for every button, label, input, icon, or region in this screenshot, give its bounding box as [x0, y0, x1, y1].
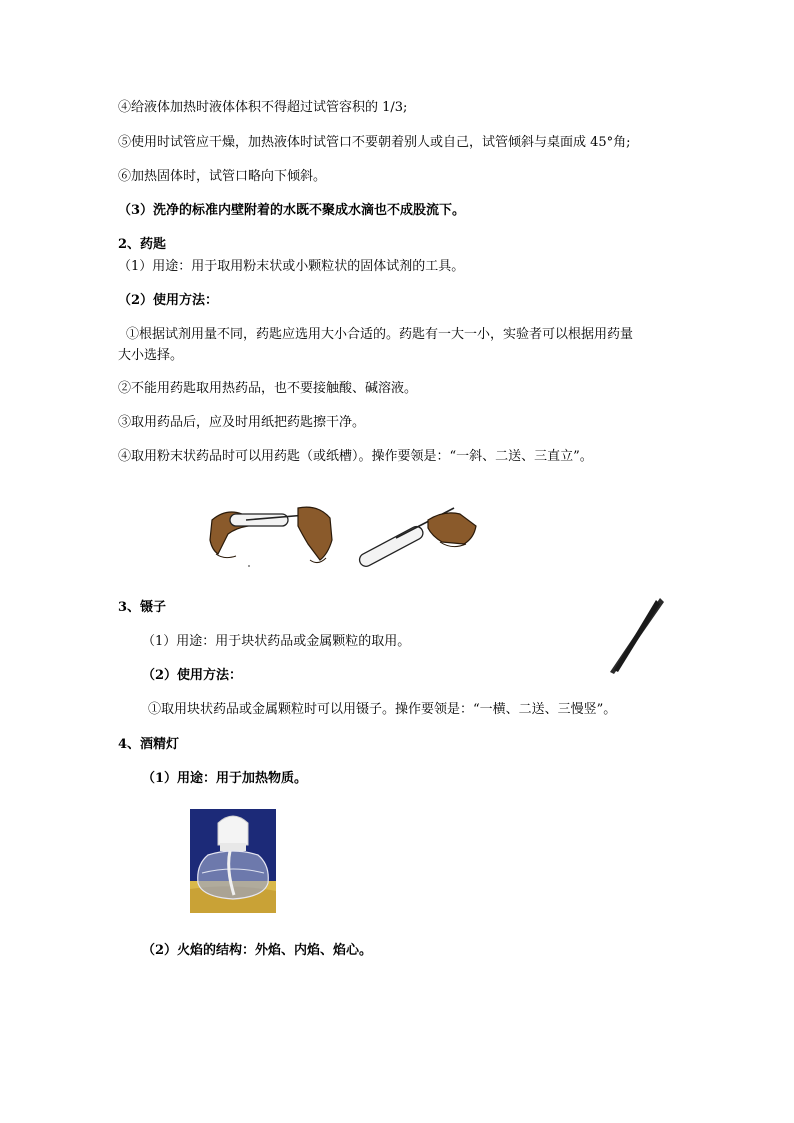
- text-line-3: ⑥加热固体时，试管口略向下倾斜。: [118, 169, 327, 184]
- spoon-method-3: ③取用药品后，应及时用纸把药匙擦干净。: [118, 415, 366, 430]
- spoon-method-1a: ①根据试剂用量不同，药匙应选用大小合适的。药匙有一大一小，实验者可以根据用药量: [126, 327, 634, 342]
- section-heading-alcohol-lamp: 4、酒精灯: [118, 737, 180, 752]
- tweezers-method-1: ①取用块状药品或金属颗粒时可以用镊子。操作要领是：“一横、二送、三慢竖”。: [148, 702, 617, 717]
- spoon-usage: （1）用途：用于取用粉末状或小颗粒状的固体试剂的工具。: [118, 259, 465, 274]
- text-line-2: ⑤使用时试管应干燥，加热液体时试管口不要朝着别人或自己，试管倾斜与桌面成 45°角;: [118, 135, 631, 150]
- spoon-method-4: ④取用粉末状药品时可以用药匙（或纸槽）。操作要领是：“一斜、二送、三直立”。: [118, 449, 593, 464]
- text-line-1: ④给液体加热时液体体积不得超过试管容积的 1/3;: [118, 100, 408, 115]
- hands-holding-test-tube-with-spoon-icon: [206, 500, 336, 572]
- spoon-method-heading: （2）使用方法：: [118, 293, 219, 308]
- hand-inserting-paper-trough-into-test-tube-icon: [356, 500, 480, 574]
- alcohol-lamp-photo-icon: [190, 809, 276, 913]
- section-heading-spoon: 2、药匙: [118, 237, 167, 252]
- spoon-method-1b: 大小选择。: [118, 348, 184, 363]
- spoon-method-2: ②不能用药匙取用热药品，也不要接触酸、碱溶液。: [118, 381, 418, 396]
- tweezers-usage: （1）用途：用于块状药品或金属颗粒的取用。: [142, 634, 411, 649]
- alcohol-lamp-usage: （1）用途：用于加热物质。: [142, 771, 308, 786]
- tweezers-method-heading: （2）使用方法：: [142, 668, 243, 683]
- text-line-4: （3）洗净的标准内壁附着的水既不聚成水滴也不成股流下。: [118, 203, 466, 218]
- tweezers-icon: [606, 596, 666, 678]
- flame-structure: （2）火焰的结构：外焰、内焰、焰心。: [142, 943, 373, 958]
- section-heading-tweezers: 3、镊子: [118, 600, 167, 615]
